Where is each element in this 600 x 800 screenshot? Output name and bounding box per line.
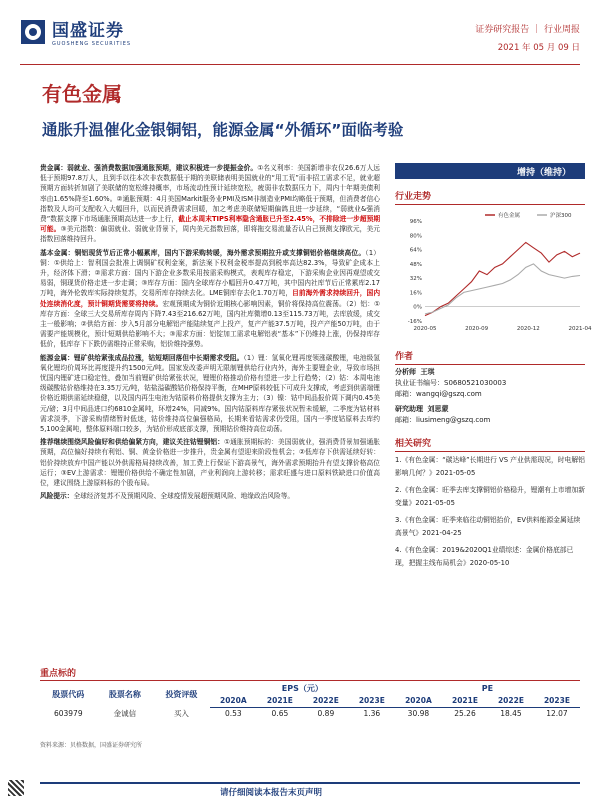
col-rating: 投资评级 <box>153 682 210 707</box>
analyst-name: 刘思蒙 <box>427 405 449 413</box>
paragraph-heading: 能源金属：锂矿供给紧张成品拉涨，钴短期回落但中长期需求受阻。 <box>40 353 244 362</box>
highlight-text: 截止本周末TIPS利率隐含通胀已升至2.45%，不排除进一步超预期可能。 <box>40 215 381 234</box>
pe-cell: 12.07 <box>546 709 568 719</box>
paragraph-heading: 贵金属：弱就业、强消费数据加强通胀预期，建议积极进一步提振金价。 <box>40 164 258 172</box>
stock-name: 金诚信 <box>113 709 137 718</box>
highlight-text: 目前海外需求持续回升，国内处连续消化度，预计铜期货需要将持续。 <box>40 289 381 308</box>
key-stocks-table <box>40 682 580 720</box>
year-cell: 2020A <box>210 694 257 707</box>
sector-title: 有色金属 <box>42 82 122 106</box>
pe-cell: 18.45 <box>500 709 522 719</box>
main-body <box>40 163 380 505</box>
analyst-role: 研究助理 <box>395 405 423 413</box>
eps-cell: 0.65 <box>271 709 289 719</box>
eps-cell: 0.89 <box>317 709 335 719</box>
table-row <box>40 707 580 720</box>
year-cell: 2022E <box>303 694 349 707</box>
logo-subtext: GUOSHENG SECURITIES <box>52 41 132 47</box>
table-title: 重点标的 <box>40 669 77 679</box>
related-item[interactable]: 3.《有色金属：旺季来临往动铜铝抬价，EV供料能源金属延续高景气》2021-04-25 <box>395 516 581 537</box>
related-item[interactable]: 2.《有色金属：旺季去库支撑铜铝价格稳升，锂潮有上市增加新变量》2021-05-05 <box>395 486 585 507</box>
col-eps: EPS（元） <box>210 682 395 694</box>
header-divider <box>20 64 580 65</box>
analyst-cert: 执业证书编号：S0680521030003 <box>395 379 507 387</box>
logo-icon <box>20 19 46 45</box>
paragraph-base-metals <box>40 248 380 350</box>
year-cell: 2023E <box>349 694 395 707</box>
paragraph-text: 宏观预期成为铜价近期核心影响因素，铜价将保持高位震荡。（2）铝：①库存方面：全球三大交易所库存周内下降7.43至216.62万吨，国内社库微增0.13至115.73万吨，去库放缓，成交主一般影响；②供给方面：步入5月部分电解铝产能陆续复产上投产，复产产能37.5万吨，投产产能50万吨，由于需要产能规模化，预计短期供给影响不大；③需求方面：铝锭加工需求电解铝表“基本”下仍维持上涨，仍保持库存低价，低库存下下跌仍需维持正常采购，铝价维持强势。 <box>40 299 380 349</box>
legend-label: 有色金属 <box>498 213 521 219</box>
y-tick-label: 32% <box>409 276 422 283</box>
related-item[interactable]: 4.《有色金属：2019&2020Q1业绩综述：金属价格底部已现，把握主线布局机会》2020-05-10 <box>395 546 574 567</box>
x-tick-label: 2020-05 <box>413 326 437 332</box>
stock-code: 603979 <box>53 709 83 718</box>
analyst-email[interactable]: 邮箱：liusimeng@gszq.com <box>395 416 491 424</box>
paragraph-text: ③美元指数：偏弱就业、弱就业背景下，周内美元指数回落，即将拖交易流量否认自己预测支撑欧元，美元指数回落维持回升。 <box>40 225 380 244</box>
paragraph-heading: 推荐继续围绕风险偏好和供给偏紧方向，建议关注钴锂铜铝： <box>40 438 225 447</box>
paragraph-text: ①通胀预期标的：美国弱就业，强消费背景加强通胀预期，高位偏好持续有利铝、铜、黄金价格进一步推升，贵金属有望迎来阶段性机会；②低库存下供需延续好转：铝价持续放弃中国产能以外供需格局持续改善，加工费上行保证下游高景气，海外需求预期抬升有望支撑价格高位运行；③EV上游需求：锂锂价格供给不确定性加剧，产业利润向上游转移；需求旺盛与进口原料铁缺进口价值高位，建议围绕上游原料标的个股布局。 <box>40 438 380 488</box>
year-cell: 2023E <box>534 694 580 707</box>
page-footer <box>0 776 600 800</box>
paragraph-heading: 风险提示： <box>40 492 74 501</box>
stock-rating: 买入 <box>173 709 189 718</box>
paragraph-text: 全球经济复苏不及预期风险、全球疫情发展超预期风险、地缘政治风险等。 <box>73 492 295 501</box>
table-source: 资料来源：贝格数据，国盛证券研究所 <box>40 742 143 749</box>
report-date: 2021 年 05 月 09 日 <box>497 43 580 53</box>
footer-divider <box>40 782 580 784</box>
x-tick-label: 2020-09 <box>465 326 489 332</box>
company-logo <box>20 16 131 47</box>
performance-title: 行业走势 <box>395 189 585 205</box>
page-header <box>0 0 600 66</box>
report-type: 证券研究报告 ｜ 行业周报 <box>475 25 580 35</box>
related-item[interactable]: 1.《有色金属：“碳达峰”长期进行 VS 产业供需现况，时电解铝影响几何？》2021-05-05 <box>395 456 585 477</box>
analyst-name: 王琪 <box>420 368 435 376</box>
paragraph-heading: 基本金属：铜铝现货节后正常小幅累库，国内下游采购转暖，海外需求预期拉升或支撑铜铝价格继续高位。 <box>40 248 366 257</box>
related-title: 相关研究 <box>395 436 585 452</box>
y-tick-label: 96% <box>409 219 422 225</box>
performance-chart <box>395 209 592 339</box>
chart-svg <box>395 209 592 339</box>
paragraph-energy-metals <box>40 353 380 435</box>
col-code: 股票代码 <box>40 682 97 707</box>
author-title: 作者 <box>395 349 585 365</box>
paragraph-risk <box>40 491 380 501</box>
related-list <box>395 454 585 570</box>
analyst-block <box>395 367 585 426</box>
table-divider <box>40 680 580 681</box>
year-cell: 2022E <box>488 694 534 707</box>
x-tick-label: 2020-12 <box>516 326 540 332</box>
pe-cell: 25.26 <box>454 709 476 719</box>
pe-cell: 30.98 <box>407 709 430 719</box>
legend-label: 沪深300 <box>550 213 572 219</box>
paragraph-text: （1）锂：氢氧化锂再度领涨碳酸锂，电池级氢氧化锂均价周环比再度提升约1500元/吨。国家发改委声明无限制锂供给行业内外，海外主要锂企业，导致市场担忧国内锂矿进口稳定性，叠加当前锂矿供给紧张状况，锂锂价格推动价格有望进一步上行趋势；（2）钴：本周电池级碳酸钴价格维持在3.35万元/吨，钴盐溢碳酸钴价格保持平衡，在MHP原料较低下可成升支撑成，考虑到供需端锂价格近期供需延续稳健，以及国内再生电池为钴原料价格提供支撑为主力；（3）镍：钴中间品报价周下调内0.45美元/磅；3月中间品进口约6810金属吨，环增24%，同减9%。国内钴原料库存紧张状况暂未缓解，二季度为钴材料需求淡季，下游采购情绪暂时低迷，钴价维持高位偏强格局，长期来看钴需求仍受阻，国内一季度钴原料去库约5,100金属吨，整体原料端口较多，为钴价形成底部支撑，预期钴价维持高位动荡。 <box>40 353 380 434</box>
y-tick-label: 48% <box>409 261 422 268</box>
col-name: 股票名称 <box>97 682 154 707</box>
x-tick-label: 2021-04 <box>568 326 592 332</box>
year-cell: 2021E <box>442 694 488 707</box>
year-cell: 2020A <box>395 694 442 707</box>
y-tick-label: -16% <box>407 319 422 325</box>
y-tick-label: 16% <box>409 290 422 297</box>
paragraph-text: （1）铜：①供给上：智利国会批准上调铜矿权利金案，新法案下权利金税率提高到税率高达82.3%，导致矿企成本上升，经济体下滑；②需求方面：国内下游企业多数采用按需采购模式，表观库存稳定，下游采购企业因再观望或交易弱，铜现货价格走进一步走调；③库存方面：国内全球库存小幅回升0.47万吨，其中国内社库节后正常累库2.17万吨，海外伦敦库实际持续复苏，交易所库存持续去化。LME铜库存去化1.70万吨， <box>40 248 380 298</box>
year-cell: 2021E <box>257 694 303 707</box>
analyst-email[interactable]: 邮箱：wangqi@gszq.com <box>395 390 482 398</box>
logo-text: 国盛证券 <box>52 21 124 41</box>
qr-code-icon <box>8 780 24 796</box>
paragraph-text: ①名义利率：美国新增非农仅26.6万人远低于预期97.8万人，且到手以往本次非农数据低于期的美联储表明美国就业的“用工荒”而非招工需求不足，就业超预期方面转折加剧了美联储的宽松维持概率，市场流动性预计延续宽松，疲弱非农数据压力下，周内十年期美债利率由1.65%降至1.60%。②通胀预期：4月美国Markit服务业PMI及ISM非制造业PMI均略低于预期，但消费者信心指数及人均可支配收入大幅回升，以而民消费需求回暖，加之考虑美联储短期偏鸽且进一步延续，“弱就业&强消费”数据支撑下市场通胀预期高达进一步上行， <box>40 164 380 224</box>
series-line-csi300 <box>425 264 580 314</box>
analyst-role: 分析师 <box>395 368 416 376</box>
y-tick-label: 64% <box>409 247 422 254</box>
report-title: 通胀升温催化金银铜铝，能源金属“外循环”面临考验 <box>42 121 404 139</box>
y-tick-label: 80% <box>409 233 422 240</box>
eps-cell: 1.36 <box>363 709 381 719</box>
rating-badge: 增持（维持） <box>395 163 585 179</box>
paragraph-recommendation <box>40 437 380 488</box>
paragraph-precious-metals <box>40 163 380 245</box>
eps-cell: 0.53 <box>224 709 242 719</box>
sidebar <box>395 163 592 574</box>
footer-text: 请仔细阅读本报告末页声明 <box>220 788 323 798</box>
col-pe: PE <box>395 682 580 694</box>
y-tick-label: 0% <box>413 304 422 311</box>
